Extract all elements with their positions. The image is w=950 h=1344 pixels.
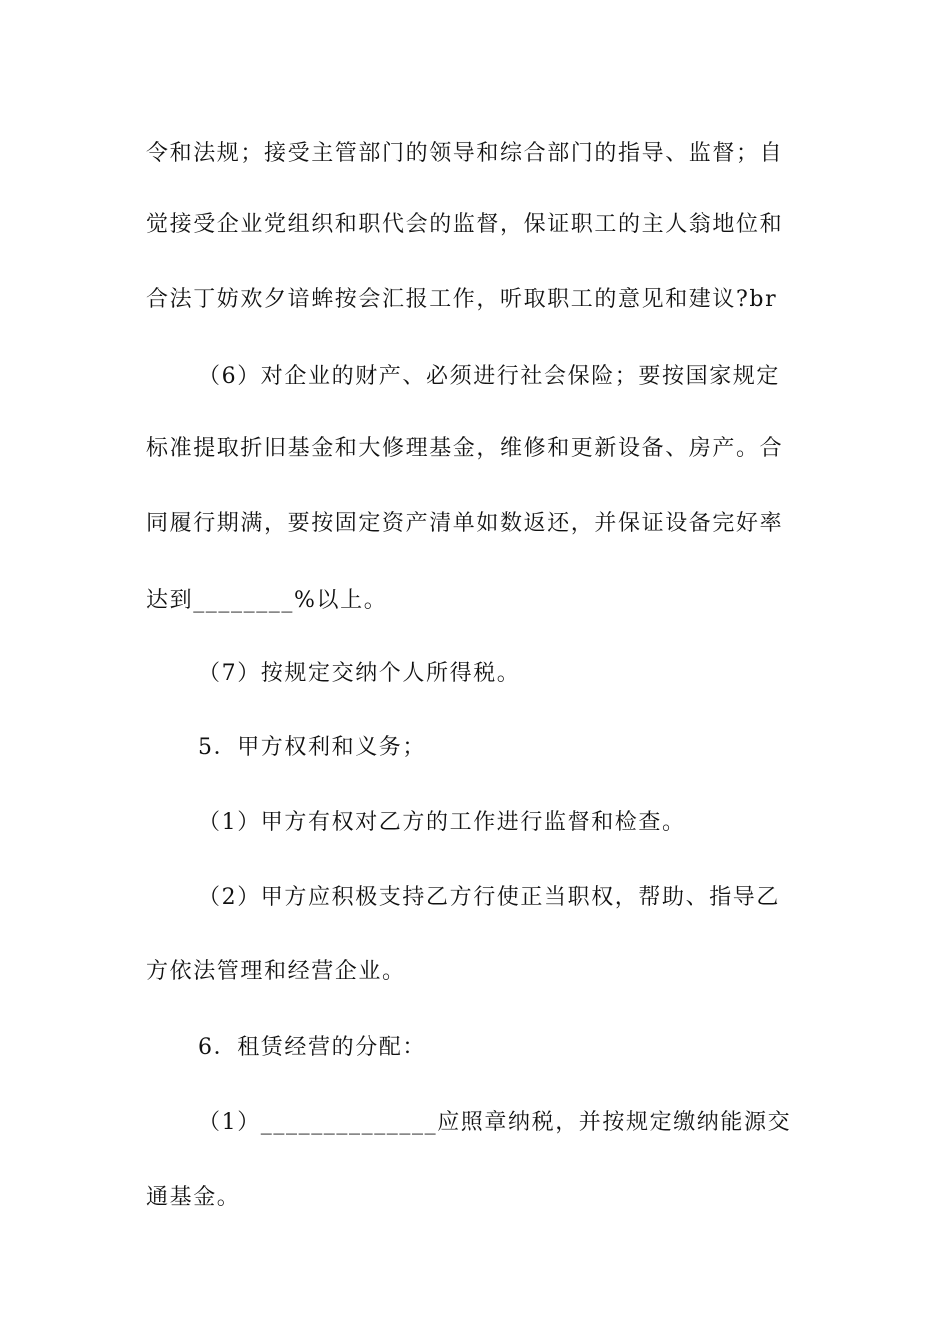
text-line: 方依法管理和经营企业。 [146,959,406,984]
text-line: 合法丁妨欢夕谙蛑按会汇报工作，听取职工的意见和建议?br [146,287,778,312]
text-line: （1）甲方有权对乙方的工作进行监督和检查。 [198,810,686,835]
text-line: 标准提取折旧基金和大修理基金，维修和更新设备、房产。合 [146,436,784,461]
text-line: 达到________%以上。 [146,588,388,613]
text-line: 令和法规；接受主管部门的领导和综合部门的指导、监督；自 [146,141,784,166]
text-line: 5．甲方权利和义务； [198,735,426,760]
text-line: 觉接受企业党组织和职代会的监督，保证职工的主人翁地位和 [146,212,784,237]
text-line: 6．租赁经营的分配： [198,1035,426,1060]
text-line: 同履行期满，要按固定资产清单如数返还，并保证设备完好率 [146,511,784,536]
text-line: 通基金。 [146,1185,241,1210]
text-line: （7）按规定交纳个人所得税。 [198,661,521,686]
text-line: （6）对企业的财产、必须进行社会保险；要按国家规定 [198,364,780,389]
text-line: （2）甲方应积极支持乙方行使正当职权，帮助、指导乙 [198,885,780,910]
text-line: （1）______________应照章纳税，并按规定缴纳能源交 [198,1110,792,1135]
